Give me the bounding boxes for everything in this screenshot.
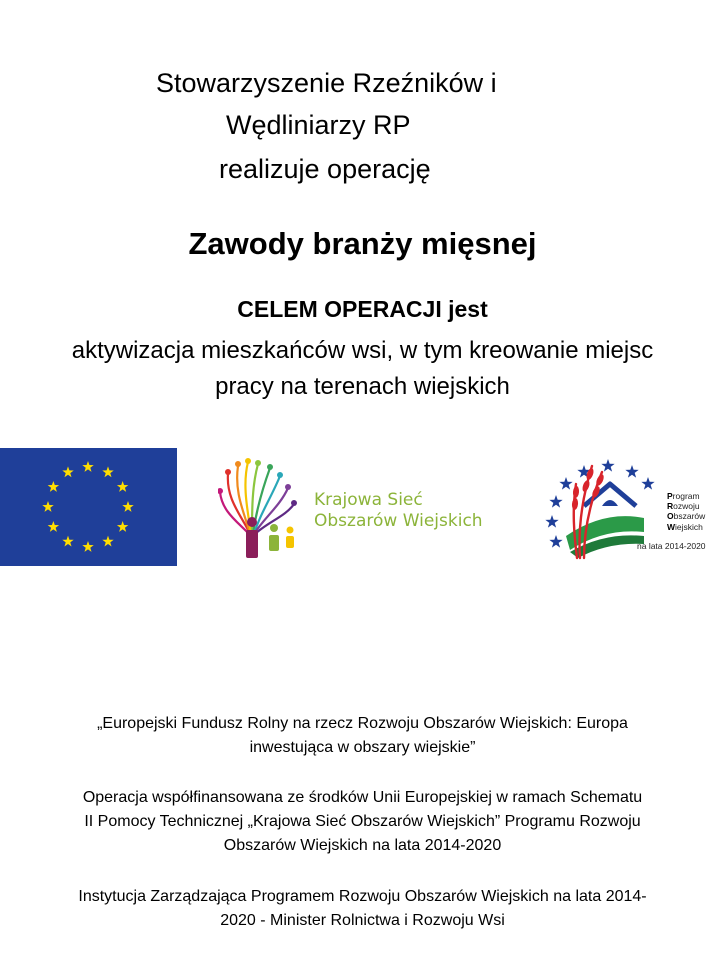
fund-line-1: „Europejski Fundusz Rolny na rzecz Rozwoju Obszarów Wiejskich: Europa bbox=[97, 715, 628, 732]
prow-word-4: Wiejskich bbox=[667, 521, 703, 532]
cofinancing-statement bbox=[0, 786, 725, 858]
cofin-line-1: Operacja współfinansowana ze środków Unii Europejskiej w ramach Schematu bbox=[82, 789, 643, 806]
operation-title: Zawody branży mięsnej bbox=[188, 226, 537, 261]
prow-word-1: Program bbox=[667, 491, 700, 501]
organization-name-line-1: Stowarzyszenie Rzeźników i bbox=[156, 68, 497, 98]
eu-flag-icon bbox=[0, 448, 177, 566]
managing-authority-statement bbox=[0, 885, 725, 933]
prow-word-2: Rozwoju bbox=[667, 501, 700, 512]
ksow-line-2: Obszarów Wiejskich bbox=[314, 511, 483, 532]
prow-years: na lata 2014-2020 bbox=[637, 541, 706, 551]
prow-star-icon bbox=[625, 465, 638, 478]
prow-star-icon bbox=[545, 515, 558, 528]
ksow-line-1: Krajowa Sieć bbox=[314, 490, 423, 510]
prow-star-icon bbox=[641, 477, 654, 490]
prow-word-3: Obszarów bbox=[667, 511, 706, 522]
prow-star-icon bbox=[549, 495, 562, 508]
prow-logo-text bbox=[667, 491, 705, 532]
authority-line-1: Instytucja Zarządzająca Programem Rozwoju Obszarów Wiejskich na lata 2014- bbox=[78, 888, 647, 905]
authority-line-2: 2020 - Minister Rolnictwa i Rozwoju Wsi bbox=[220, 912, 505, 929]
fund-statement bbox=[0, 712, 725, 760]
cofin-line-2: II Pomocy Technicznej „Krajowa Sieć Obszarów Wiejskich” Programu Rozwoju bbox=[84, 813, 641, 830]
prow-star-icon bbox=[549, 535, 562, 548]
realizes-operation-text: realizuje operację bbox=[219, 154, 431, 184]
goal-description-line-2: pracy na terenach wiejskich bbox=[215, 373, 510, 400]
prow-star-icon bbox=[559, 477, 572, 490]
fund-line-2: inwestująca w obszary wiejskie” bbox=[249, 739, 476, 756]
prow-star-icon bbox=[601, 459, 614, 472]
goal-description-line-1: aktywizacja mieszkańców wsi, w tym kreowanie miejsc bbox=[71, 337, 654, 364]
cofin-line-3: Obszarów Wiejskich na lata 2014-2020 bbox=[223, 837, 502, 854]
organization-name-line-2: Wędliniarzy RP bbox=[226, 110, 411, 140]
goal-heading: CELEM OPERACJI jest bbox=[237, 296, 488, 322]
ksow-logo-text bbox=[314, 490, 483, 533]
